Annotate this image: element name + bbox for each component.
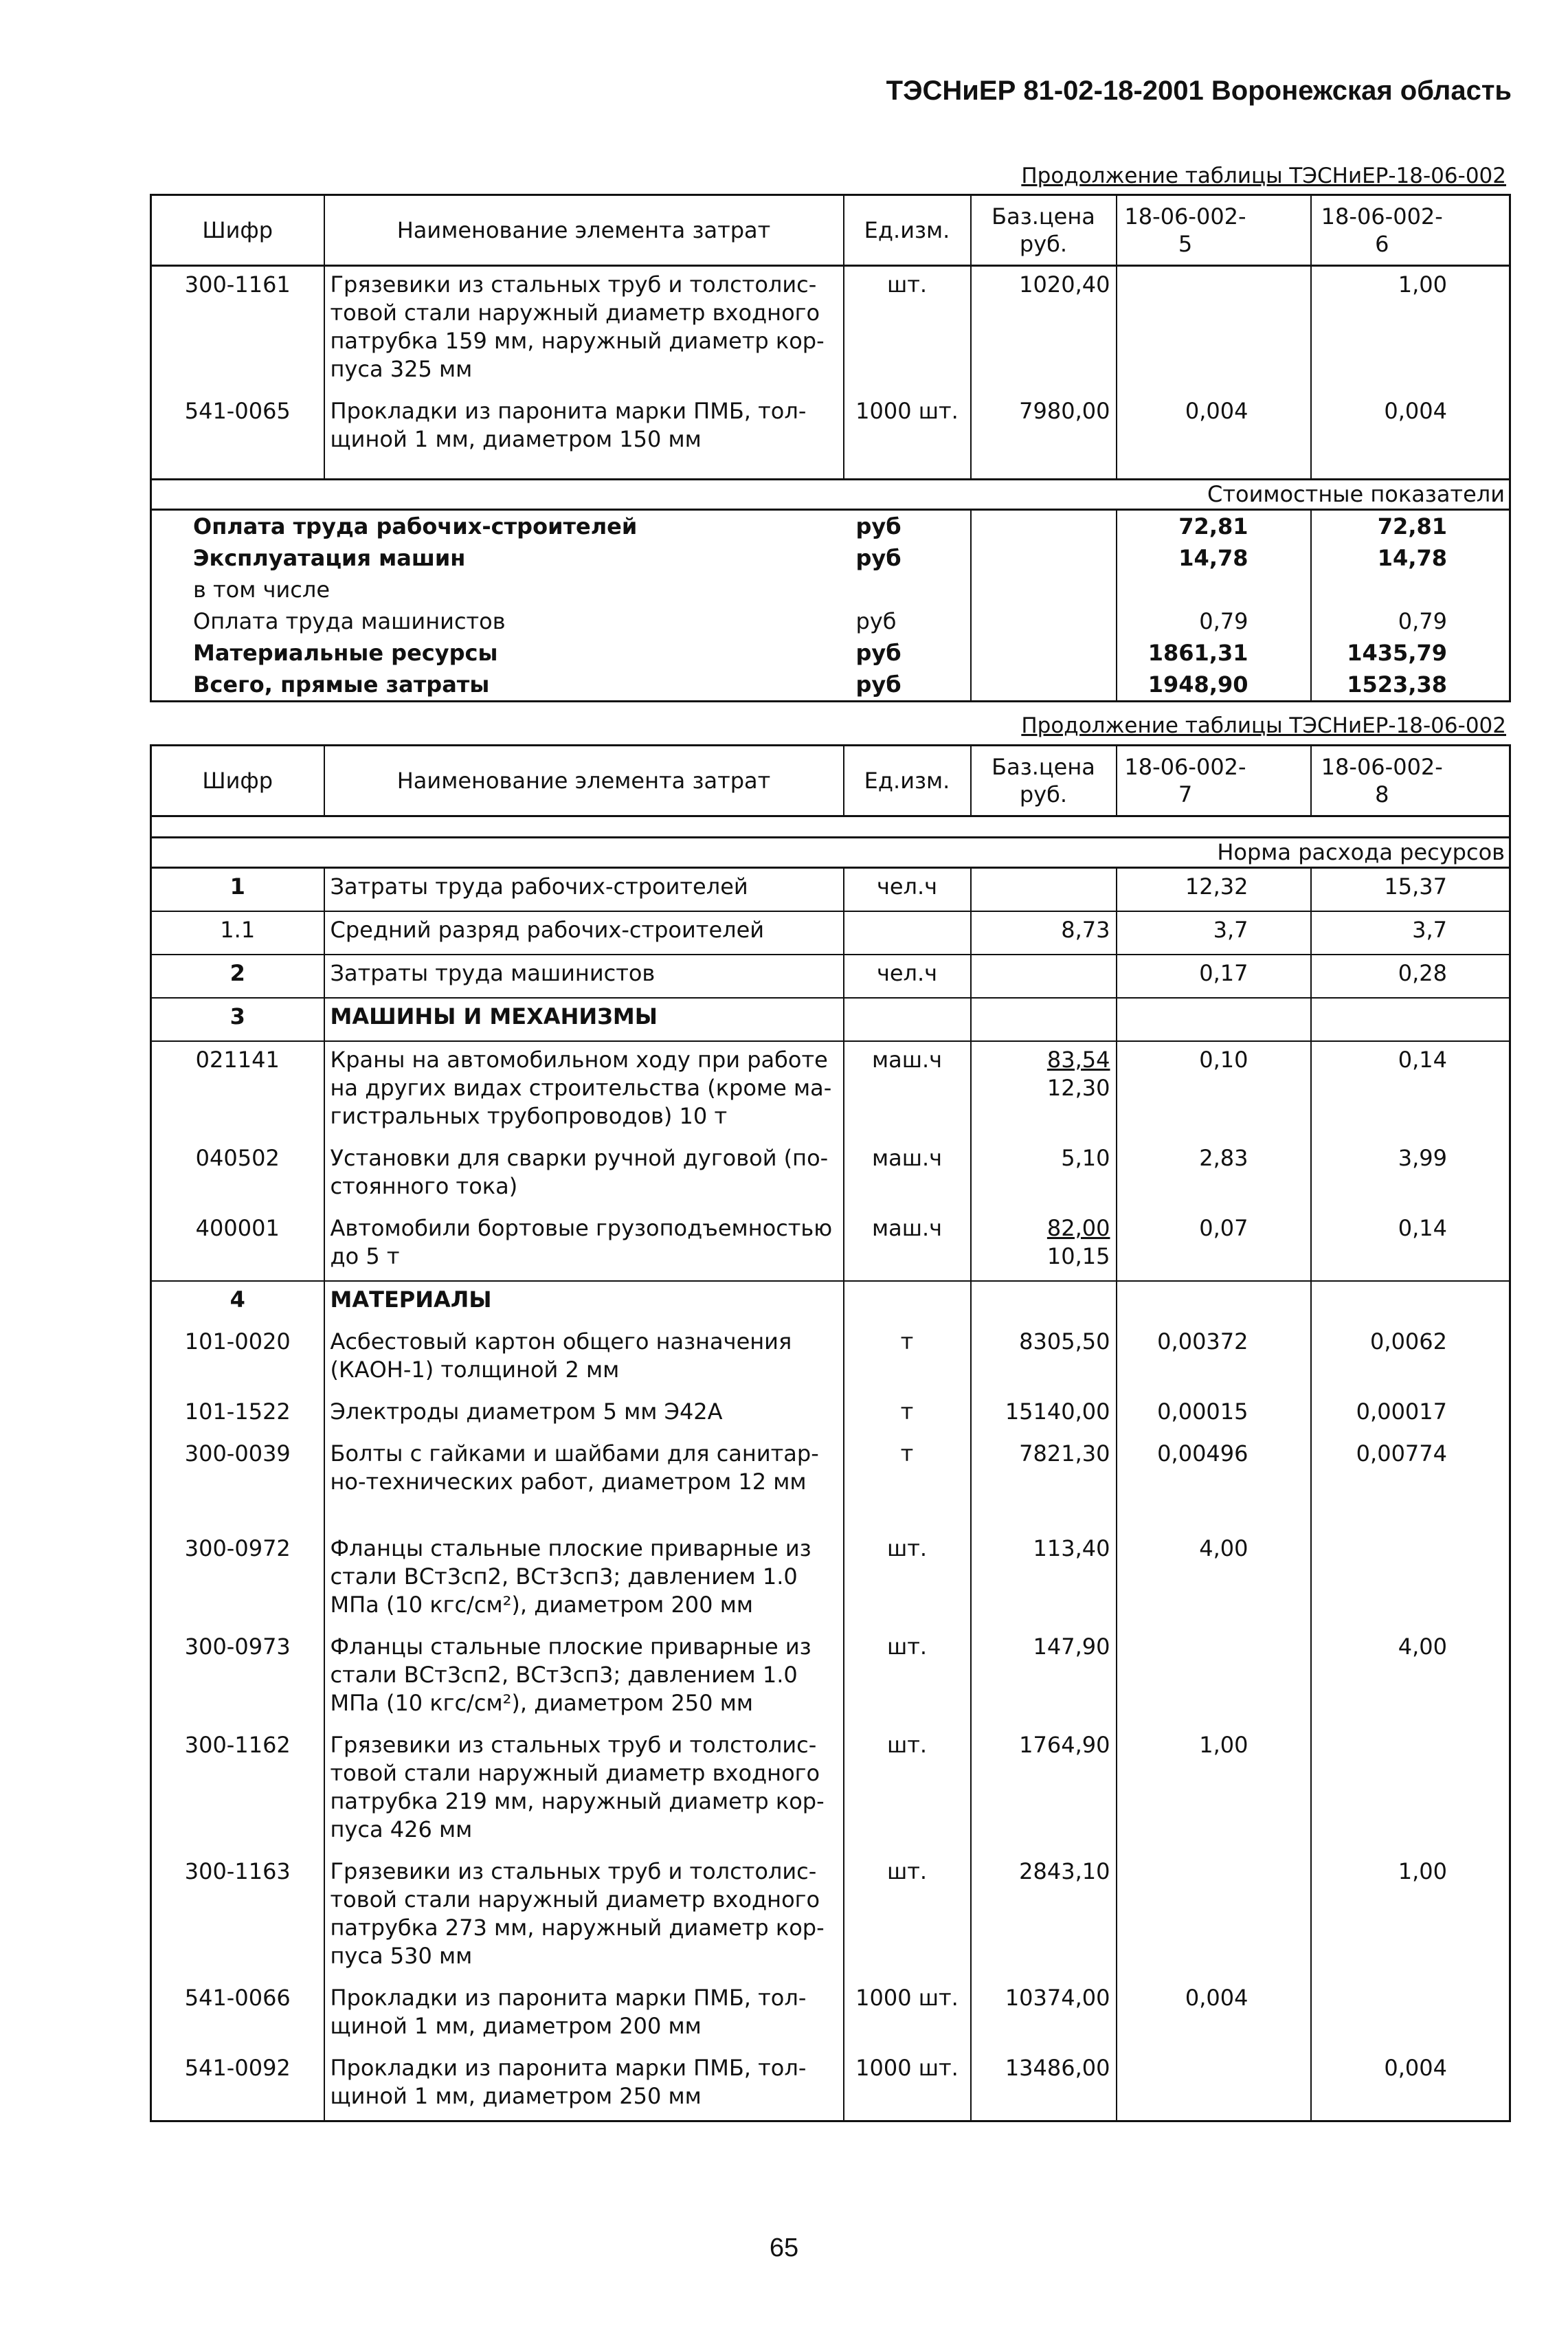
name-line: Затраты труда рабочих-строителей xyxy=(330,873,748,900)
name-line: МАТЕРИАЛЫ xyxy=(330,1286,492,1313)
empty-cell xyxy=(324,463,844,480)
name-line: Фланцы стальные плоские приварные из xyxy=(330,1535,811,1561)
value-cell xyxy=(1117,1629,1311,1727)
value-cell xyxy=(1117,1853,1311,1980)
unit-cell: чел.ч xyxy=(844,868,971,912)
value-cell xyxy=(1117,1281,1311,1324)
summary-price xyxy=(971,510,1117,543)
value-cell: 3,7 xyxy=(1311,911,1510,955)
name-line: Установки для сварки ручной дуговой (по- xyxy=(330,1145,829,1171)
section-title: Стоимостные показатели xyxy=(151,480,1510,510)
value-cell: 0,004 xyxy=(1117,1980,1311,2050)
name-line: щиной 1 мм, диаметром 150 мм xyxy=(330,426,702,452)
price-cell xyxy=(971,1140,1117,1210)
name-cell xyxy=(324,1530,844,1629)
summary-label: в том числе xyxy=(193,577,330,603)
unit-cell: шт. xyxy=(844,266,971,394)
unit-cell: чел.ч xyxy=(844,955,971,998)
code-cell: 040502 xyxy=(195,1145,280,1171)
summary-price xyxy=(971,574,1117,605)
table-row xyxy=(151,1140,1510,1210)
price-value-2: 10,15 xyxy=(1046,1243,1110,1269)
price-value: 15140,00 xyxy=(1005,1399,1110,1425)
name-line: товой стали наружный диаметр входного xyxy=(330,300,820,326)
price-value: 113,40 xyxy=(1033,1535,1110,1561)
summary-unit: руб xyxy=(855,608,897,634)
summary-value: 14,78 xyxy=(1311,542,1510,574)
value-cell: 0,00017 xyxy=(1311,1394,1510,1436)
name-line: пуса 426 мм xyxy=(330,1816,473,1842)
price-value: 2843,10 xyxy=(1019,1858,1110,1884)
value-cell: 0,14 xyxy=(1311,1041,1510,1140)
name-line: Прокладки из паронита марки ПМБ, тол- xyxy=(330,398,807,424)
empty-cell xyxy=(1311,463,1510,480)
summary-label: Материальные ресурсы xyxy=(193,640,498,666)
name-line: Краны на автомобильном ходу при работе xyxy=(330,1047,828,1073)
summary-price xyxy=(971,542,1117,574)
code-cell: 021141 xyxy=(195,1047,280,1073)
value-cell: 0,004 xyxy=(1117,393,1311,463)
unit-cell: маш.ч xyxy=(844,1210,971,1281)
value-cell: 0,004 xyxy=(1311,393,1510,463)
price-value: 7821,30 xyxy=(1019,1440,1110,1467)
table-row xyxy=(151,1853,1510,1980)
unit-cell: 1000 шт. xyxy=(844,1980,971,2050)
name-line: Прокладки из паронита марки ПМБ, тол- xyxy=(330,1985,807,2011)
page-header: ТЭСНиЕР 81-02-18-2001 Воронежская область xyxy=(886,76,1512,106)
name-line: гистральных трубопроводов) 10 т xyxy=(330,1103,728,1129)
name-line: Средний разряд рабочих-строителей xyxy=(330,917,765,943)
price-value: 82,00 xyxy=(1046,1215,1110,1241)
summary-value: 72,81 xyxy=(1117,510,1311,543)
price-cell xyxy=(971,911,1117,955)
name-line: МПа (10 кгс/см²), диаметром 200 мм xyxy=(330,1592,753,1618)
table-row xyxy=(151,1041,1510,1140)
code-cell: 101-1522 xyxy=(184,1399,291,1425)
summary-label: Оплата труда рабочих-строителей xyxy=(193,513,638,539)
column-header: Ед.изм. xyxy=(844,195,971,266)
price-value-2: 12,30 xyxy=(1046,1075,1110,1101)
price-value: 83,54 xyxy=(1046,1047,1110,1073)
name-cell xyxy=(324,1629,844,1727)
price-cell xyxy=(971,1629,1117,1727)
value-cell: 0,0062 xyxy=(1311,1324,1510,1394)
value-cell: 0,00496 xyxy=(1117,1436,1311,1530)
value-cell: 4,00 xyxy=(1117,1530,1311,1629)
name-line: пуса 530 мм xyxy=(330,1943,473,1969)
price-value: 8,73 xyxy=(1061,917,1110,943)
summary-price xyxy=(971,669,1117,702)
name-cell xyxy=(324,998,844,1041)
unit-cell: маш.ч xyxy=(844,1041,971,1140)
name-cell xyxy=(324,1394,844,1436)
price-value: 1764,90 xyxy=(1019,1732,1110,1758)
summary-value xyxy=(1117,574,1311,605)
name-line: стали ВСт3сп2, ВСт3сп3; давлением 1.0 xyxy=(330,1563,798,1590)
summary-unit: руб xyxy=(855,513,901,539)
summary-unit xyxy=(844,574,971,605)
price-cell xyxy=(971,1853,1117,1980)
name-line: стоянного тока) xyxy=(330,1173,518,1199)
price-cell xyxy=(971,998,1117,1041)
code-cell: 300-0972 xyxy=(184,1535,291,1561)
code-cell: 4 xyxy=(229,1286,245,1313)
table-row xyxy=(151,393,1510,463)
name-line: товой стали наружный диаметр входного xyxy=(330,1760,820,1786)
name-line: но-технических работ, диаметром 12 мм xyxy=(330,1469,807,1495)
code-cell: 300-1161 xyxy=(184,271,291,298)
name-line: Грязевики из стальных труб и толстолис- xyxy=(330,1858,817,1884)
code-cell: 300-1163 xyxy=(184,1858,291,1884)
unit-cell: шт. xyxy=(844,1629,971,1727)
column-header: Наименование элемента затрат xyxy=(324,746,844,816)
table-row xyxy=(151,1281,1510,1324)
summary-value: 14,78 xyxy=(1117,542,1311,574)
name-line: Асбестовый картон общего назначения xyxy=(330,1328,792,1355)
summary-value: 0,79 xyxy=(1117,605,1311,637)
price-value: 13486,00 xyxy=(1005,2055,1110,2081)
table-row xyxy=(151,911,1510,955)
column-header: Ед.изм. xyxy=(844,746,971,816)
empty-cell xyxy=(1117,463,1311,480)
value-cell xyxy=(1311,1727,1510,1853)
price-cell xyxy=(971,1980,1117,2050)
empty-cell xyxy=(151,463,324,480)
code-cell: 541-0092 xyxy=(184,2055,291,2081)
table-row xyxy=(151,998,1510,1041)
unit-cell: шт. xyxy=(844,1727,971,1853)
summary-value xyxy=(1311,574,1510,605)
name-line: пуса 325 мм xyxy=(330,356,473,382)
table-row xyxy=(151,1394,1510,1436)
value-cell: 0,28 xyxy=(1311,955,1510,998)
summary-row xyxy=(151,669,1510,702)
summary-price xyxy=(971,637,1117,669)
value-cell: 0,14 xyxy=(1311,1210,1510,1281)
column-header: Баз.цена руб. xyxy=(971,746,1117,816)
value-cell xyxy=(1311,1530,1510,1629)
unit-cell: т xyxy=(844,1394,971,1436)
value-cell xyxy=(1117,266,1311,394)
name-line: товой стали наружный диаметр входного xyxy=(330,1886,820,1913)
summary-row xyxy=(151,510,1510,543)
value-cell xyxy=(1311,998,1510,1041)
name-cell xyxy=(324,1041,844,1140)
name-line: Грязевики из стальных труб и толстолис- xyxy=(330,1732,817,1758)
empty-cell xyxy=(971,463,1117,480)
column-header: 18-06-002-5 xyxy=(1117,195,1311,266)
value-cell xyxy=(1311,1281,1510,1324)
value-cell: 1,00 xyxy=(1311,266,1510,394)
price-cell xyxy=(971,1394,1117,1436)
summary-unit: руб xyxy=(855,545,901,571)
summary-label: Оплата труда машинистов xyxy=(193,608,506,634)
unit-cell: 1000 шт. xyxy=(844,393,971,463)
summary-unit: руб xyxy=(855,640,901,666)
price-cell xyxy=(971,955,1117,998)
name-line: Затраты труда машинистов xyxy=(330,960,656,986)
table-row xyxy=(151,1210,1510,1281)
value-cell xyxy=(1311,1980,1510,2050)
unit-cell: шт. xyxy=(844,1530,971,1629)
column-header: Шифр xyxy=(151,195,324,266)
price-cell xyxy=(971,1210,1117,1281)
table-row xyxy=(151,266,1510,394)
price-cell xyxy=(971,1727,1117,1853)
value-cell: 0,17 xyxy=(1117,955,1311,998)
summary-value: 72,81 xyxy=(1311,510,1510,543)
table1 xyxy=(150,194,1511,702)
name-cell xyxy=(324,868,844,912)
section-row xyxy=(151,838,1510,868)
table-row xyxy=(151,1436,1510,1530)
code-cell: 300-0039 xyxy=(184,1440,291,1467)
header-row xyxy=(151,746,1510,816)
price-cell xyxy=(971,1436,1117,1530)
value-cell: 1,00 xyxy=(1117,1727,1311,1853)
column-header: Наименование элемента затрат xyxy=(324,195,844,266)
price-cell xyxy=(971,266,1117,394)
page-number: 65 xyxy=(769,2233,799,2262)
value-cell: 1,00 xyxy=(1311,1853,1510,1980)
code-cell: 541-0065 xyxy=(184,398,291,424)
name-cell xyxy=(324,1324,844,1394)
value-cell: 12,32 xyxy=(1117,868,1311,912)
unit-cell xyxy=(844,998,971,1041)
name-cell xyxy=(324,1140,844,1210)
name-line: до 5 т xyxy=(330,1243,400,1269)
value-cell: 3,7 xyxy=(1117,911,1311,955)
table-row xyxy=(151,1324,1510,1394)
unit-cell xyxy=(844,1281,971,1324)
value-cell: 15,37 xyxy=(1311,868,1510,912)
name-line: (КАОН-1) толщиной 2 мм xyxy=(330,1357,620,1383)
summary-label: Всего, прямые затраты xyxy=(193,671,490,698)
summary-value: 1861,31 xyxy=(1117,637,1311,669)
price-value: 5,10 xyxy=(1061,1145,1110,1171)
unit-cell: 1000 шт. xyxy=(844,2050,971,2121)
summary-value: 1948,90 xyxy=(1117,669,1311,702)
unit-cell: т xyxy=(844,1436,971,1530)
unit-cell: маш.ч xyxy=(844,1140,971,1210)
name-line: Фланцы стальные плоские приварные из xyxy=(330,1634,811,1660)
value-cell xyxy=(1117,998,1311,1041)
name-line: Прокладки из паронита марки ПМБ, тол- xyxy=(330,2055,807,2081)
section-title: Норма расхода ресурсов xyxy=(151,838,1510,868)
table-row xyxy=(151,1629,1510,1727)
summary-label: Эксплуатация машин xyxy=(193,545,466,571)
unit-cell: шт. xyxy=(844,1853,971,1980)
value-cell: 0,004 xyxy=(1311,2050,1510,2121)
name-cell xyxy=(324,1853,844,1980)
code-cell: 400001 xyxy=(151,1210,324,1281)
code-cell: 1 xyxy=(151,868,324,912)
summary-row xyxy=(151,574,1510,605)
price-cell xyxy=(971,1530,1117,1629)
summary-value: 1435,79 xyxy=(1311,637,1510,669)
table1-caption: Продолжение таблицы ТЭСНиЕР-18-06-002 xyxy=(1021,164,1506,188)
code-cell: 3 xyxy=(151,998,324,1041)
code-cell: 2 xyxy=(151,955,324,998)
name-cell xyxy=(324,1210,844,1281)
value-cell: 3,99 xyxy=(1311,1140,1510,1210)
price-cell xyxy=(971,1041,1117,1140)
summary-unit: руб xyxy=(855,671,901,698)
price-cell xyxy=(971,393,1117,463)
header-row xyxy=(151,195,1510,266)
name-line: патрубка 219 мм, наружный диаметр кор- xyxy=(330,1788,825,1814)
table-row xyxy=(151,2050,1510,2121)
table-row xyxy=(151,1980,1510,2050)
value-cell: 2,83 xyxy=(1117,1140,1311,1210)
code-cell: 300-0973 xyxy=(184,1634,291,1660)
name-line: МПа (10 кгс/см²), диаметром 250 мм xyxy=(330,1690,753,1716)
column-header: Шифр xyxy=(151,746,324,816)
price-cell xyxy=(971,868,1117,912)
code-cell: 300-1162 xyxy=(184,1732,291,1758)
price-value: 8305,50 xyxy=(1019,1328,1110,1355)
code-cell: 101-0020 xyxy=(184,1328,291,1355)
table-row xyxy=(151,1727,1510,1853)
value-cell: 0,00774 xyxy=(1311,1436,1510,1530)
code-cell: 1.1 xyxy=(151,911,324,955)
value-cell xyxy=(1117,2050,1311,2121)
price-cell xyxy=(971,1281,1117,1324)
table-row xyxy=(151,955,1510,998)
name-cell xyxy=(324,1436,844,1530)
name-line: патрубка 273 мм, наружный диаметр кор- xyxy=(330,1915,825,1941)
value-cell: 0,00372 xyxy=(1117,1324,1311,1394)
name-line: патрубка 159 мм, наружный диаметр кор- xyxy=(330,328,825,354)
summary-value: 1523,38 xyxy=(1311,669,1510,702)
empty-cell xyxy=(151,816,1510,838)
name-cell xyxy=(324,393,844,463)
name-line: Электроды диаметром 5 мм Э42А xyxy=(330,1399,723,1425)
price-cell xyxy=(971,2050,1117,2121)
price-value: 7980,00 xyxy=(1019,398,1110,424)
table-row xyxy=(151,868,1510,912)
empty-cell xyxy=(844,463,971,480)
table-row xyxy=(151,1530,1510,1629)
spacer-row xyxy=(151,816,1510,838)
name-line: стали ВСт3сп2, ВСт3сп3; давлением 1.0 xyxy=(330,1662,798,1688)
name-line: щиной 1 мм, диаметром 200 мм xyxy=(330,2013,702,2039)
summary-row xyxy=(151,542,1510,574)
name-cell xyxy=(324,1980,844,2050)
name-cell xyxy=(324,266,844,394)
summary-row xyxy=(151,637,1510,669)
name-line: на других видах строительства (кроме ма- xyxy=(330,1075,832,1101)
name-cell xyxy=(324,1281,844,1324)
value-cell: 4,00 xyxy=(1311,1629,1510,1727)
table2-caption: Продолжение таблицы ТЭСНиЕР-18-06-002 xyxy=(1021,713,1506,738)
column-header: Баз.цена руб. xyxy=(971,195,1117,266)
name-cell xyxy=(324,2050,844,2121)
price-value: 1020,40 xyxy=(1019,271,1110,298)
column-header: 18-06-002-7 xyxy=(1117,746,1311,816)
name-cell xyxy=(324,955,844,998)
column-header: 18-06-002-8 xyxy=(1311,746,1510,816)
code-cell: 541-0066 xyxy=(184,1985,291,2011)
price-cell xyxy=(971,1324,1117,1394)
table2 xyxy=(150,744,1511,2122)
value-cell: 0,07 xyxy=(1117,1210,1311,1281)
name-line: щиной 1 мм, диаметром 250 мм xyxy=(330,2083,702,2109)
value-cell: 0,00015 xyxy=(1117,1394,1311,1436)
name-line: Болты с гайками и шайбами для санитар- xyxy=(330,1440,819,1467)
price-value: 10374,00 xyxy=(1005,1985,1110,2011)
summary-value: 0,79 xyxy=(1311,605,1510,637)
summary-price xyxy=(971,605,1117,637)
name-cell xyxy=(324,911,844,955)
price-value: 147,90 xyxy=(1033,1634,1110,1660)
value-cell: 0,10 xyxy=(1117,1041,1311,1140)
section-row xyxy=(151,480,1510,510)
unit-cell: т xyxy=(844,1324,971,1394)
unit-cell xyxy=(844,911,971,955)
spacer-row xyxy=(151,463,1510,480)
name-cell xyxy=(324,1727,844,1853)
name-line: Грязевики из стальных труб и толстолис- xyxy=(330,271,817,298)
summary-row xyxy=(151,605,1510,637)
name-line: МАШИНЫ И МЕХАНИЗМЫ xyxy=(330,1003,658,1029)
name-line: Автомобили бортовые грузоподъемностью xyxy=(330,1215,833,1241)
column-header: 18-06-002-6 xyxy=(1311,195,1510,266)
